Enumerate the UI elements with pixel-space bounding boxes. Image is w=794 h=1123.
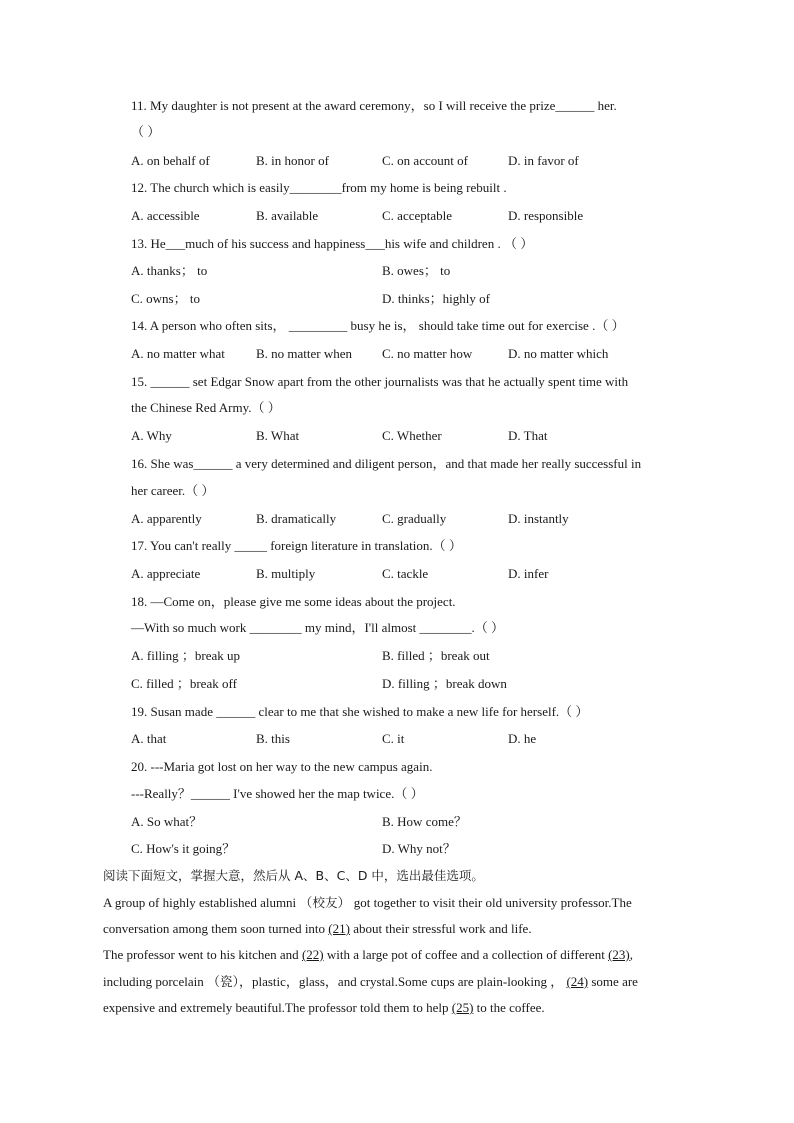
question-15-option-c: C. Whether (382, 428, 442, 443)
question-13-stem: 13. He___much of his success and happiness___his wife and children . （ ） (131, 236, 534, 251)
question-11-option-c: C. on account of (382, 153, 468, 168)
question-17-option-d: D. infer (508, 566, 549, 581)
question-19-option-d: D. he (508, 731, 537, 746)
question-11-option-d: D. in favor of (508, 153, 579, 168)
question-16-stem: 16. She was______ a very determined and diligent person，and that made her really successful in (131, 456, 642, 471)
blank-25: (25) (451, 1000, 474, 1015)
question-18-option-a: A. filling ；break up (131, 648, 241, 663)
question-12-option-b: B. available (256, 208, 319, 223)
question-19-option-b: B. this (256, 731, 290, 746)
question-11-option-a: A. on behalf of (131, 153, 210, 168)
blank-21: (21) (328, 921, 350, 936)
question-16-option-c: C. gradually (382, 511, 447, 526)
blank-24: (24) (566, 974, 589, 989)
question-18-stem: 18. —Come on，please give me some ideas about the project. (131, 594, 456, 609)
passage-line-5: expensive and extremely beautiful.The professor told them to help (25) to the coffee. (103, 1000, 545, 1015)
question-16-option-d: D. instantly (508, 511, 569, 526)
question-13-option-d: D. thinks；highly of (382, 291, 490, 306)
question-18-option-b: B. filled ；break out (382, 648, 490, 663)
question-16-option-b: B. dramatically (256, 511, 337, 526)
question-14-option-d: D. no matter which (508, 346, 609, 361)
question-18-stem-cont: —With so much work ________ my mind，I'll almost ________.（ ） (131, 620, 505, 635)
question-16-option-a: A. apparently (131, 511, 202, 526)
reading-instruction: 阅读下面短文，掌握大意，然后从 A、B、C、D 中，选出最佳选项。 (103, 868, 484, 883)
question-19-option-c: C. it (382, 731, 405, 746)
question-18-option-c: C. filled ；break off (131, 676, 237, 691)
question-12-stem: 12. The church which is easily________from my home is being rebuilt . (131, 180, 507, 195)
question-15-option-a: A. Why (131, 428, 172, 443)
question-11-answer-bracket: （ ） (131, 124, 161, 139)
question-11-stem: 11. My daughter is not present at the award ceremony，so I will receive the prize______ her. (131, 98, 617, 113)
question-15-stem: 15. ______ set Edgar Snow apart from the other journalists was that he actually spent time with (131, 374, 629, 389)
question-20-stem: 20. ---Maria got lost on her way to the new campus again. (131, 759, 433, 774)
question-11-option-b: B. in honor of (256, 153, 329, 168)
question-14-option-c: C. no matter how (382, 346, 473, 361)
blank-23: (23) (608, 947, 630, 962)
question-17-stem: 17. You can't really _____ foreign literature in translation.（ ） (131, 538, 462, 553)
question-16-stem-cont: her career.（ ） (131, 483, 215, 498)
question-12-option-a: A. accessible (131, 208, 200, 223)
question-15-stem-cont: the Chinese Red Army.（ ） (131, 400, 281, 415)
question-17-option-c: C. tackle (382, 566, 429, 581)
question-13-option-b: B. owes； to (382, 263, 451, 278)
question-12-option-c: C. acceptable (382, 208, 453, 223)
question-17-option-a: A. appreciate (131, 566, 201, 581)
question-13-option-a: A. thanks； to (131, 263, 208, 278)
question-13-option-c: C. owns； to (131, 291, 200, 306)
question-14-stem: 14. A person who often sits， _________ busy he is， should take time out for exercise .（ ） (131, 318, 625, 333)
question-15-option-d: D. That (508, 428, 548, 443)
question-20-option-c: C. How's it going？ (131, 841, 236, 856)
question-20-option-b: B. How come？ (382, 814, 467, 829)
passage-line-4: including porcelain （瓷），plastic，glass，and crystal.Some cups are plain-looking ， (24) some are (103, 974, 638, 989)
question-14-option-b: B. no matter when (256, 346, 353, 361)
passage-line-1: A group of highly established alumni （校友） got together to visit their old university professor.The (103, 895, 632, 910)
passage-line-2: conversation among them soon turned into (21) about their stressful work and life. (103, 921, 532, 936)
blank-22: (22) (301, 947, 324, 962)
question-19-stem: 19. Susan made ______ clear to me that she wished to make a new life for herself.（ ） (131, 704, 589, 719)
question-12-option-d: D. responsible (508, 208, 584, 223)
question-20-option-d: D. Why not？ (382, 841, 456, 856)
question-18-option-d: D. filling ；break down (382, 676, 507, 691)
question-20-option-a: A. So what？ (131, 814, 203, 829)
question-20-stem-cont: ---Really？______ I've showed her the map twice.（ ） (131, 786, 424, 801)
question-17-option-b: B. multiply (256, 566, 316, 581)
passage-line-3: The professor went to his kitchen and (22) with a large pot of coffee and a collection of different (23), (103, 947, 633, 962)
question-19-option-a: A. that (131, 731, 167, 746)
question-15-option-b: B. What (256, 428, 300, 443)
question-14-option-a: A. no matter what (131, 346, 225, 361)
